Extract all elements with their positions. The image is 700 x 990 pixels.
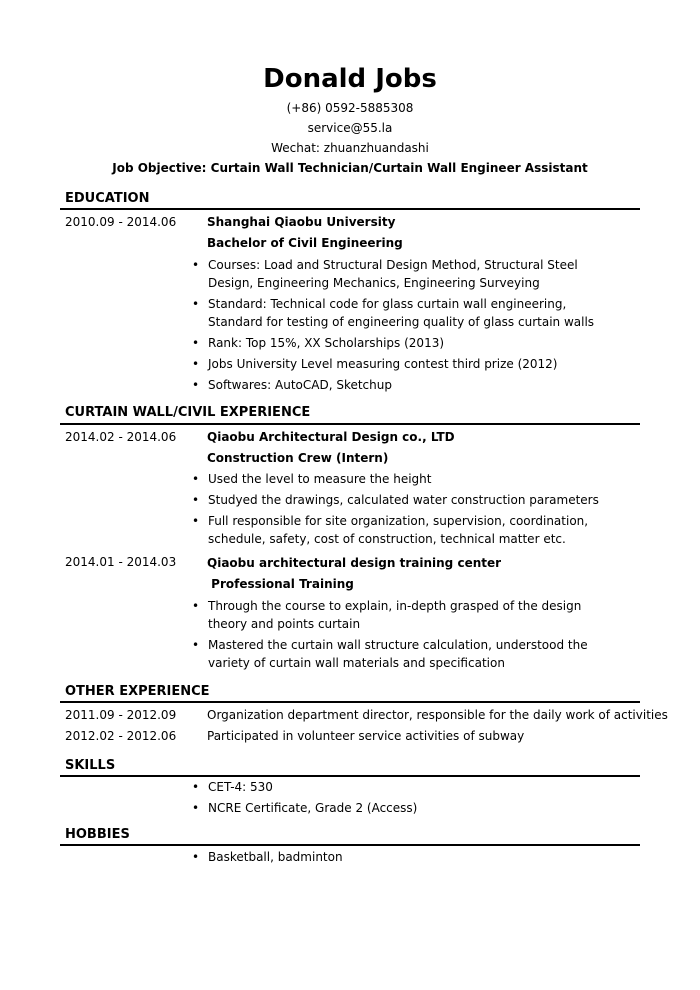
other-text: Organization department director, responsible for the daily work of activities (207, 708, 668, 722)
job-objective: Job Objective: Curtain Wall Technician/Curtain Wall Engineer Assistant (112, 161, 588, 175)
section-divider (60, 844, 640, 846)
other-date: 2012.02 - 2012.06 (65, 729, 177, 743)
education-bullets (190, 256, 620, 397)
education-date: 2010.09 - 2014.06 (65, 215, 177, 229)
list-item: • Mastered the curtain wall structure calculation, understood the variety of curtain wall materials and specification (190, 636, 620, 672)
section-title-skills: SKILLS (65, 758, 116, 773)
list-item: • Used the level to measure the height (190, 470, 620, 488)
skills-bullets (190, 778, 620, 820)
list-item: • Softwares: AutoCAD, Sketchup (190, 376, 620, 394)
candidate-name: Donald Jobs (263, 64, 437, 94)
list-item: • Standard: Technical code for glass curtain wall engineering, Standard for testing of engineering quality of glass curtain walls (190, 295, 620, 331)
email-address: service@55.la (307, 121, 393, 135)
list-item: • Through the course to explain, in-depth grasped of the design theory and points curtain (190, 597, 620, 633)
list-item: • CET-4: 530 (190, 778, 620, 796)
job-role: Construction Crew (Intern) (207, 451, 389, 465)
list-item: • Full responsible for site organization, supervision, coordination, schedule, safety, cost of construction, technical matter etc. (190, 512, 620, 548)
phone-number: (+86) 0592-5885308 (286, 101, 414, 115)
list-item: • Basketball, badminton (190, 848, 620, 866)
other-date: 2011.09 - 2012.09 (65, 708, 177, 722)
section-title-education: EDUCATION (65, 191, 150, 206)
list-item: • Jobs University Level measuring contest third prize (2012) (190, 355, 620, 373)
resume-header (0, 60, 700, 178)
list-item: • Studyed the drawings, calculated water construction parameters (190, 491, 620, 509)
section-divider (60, 775, 640, 777)
list-item: • Rank: Top 15%, XX Scholarships (2013) (190, 334, 620, 352)
section-title-other: OTHER EXPERIENCE (65, 684, 210, 699)
job-role: Professional Training (207, 577, 354, 591)
section-title-hobbies: HOBBIES (65, 827, 130, 842)
other-text: Participated in volunteer service activities of subway (207, 729, 525, 743)
job-date: 2014.02 - 2014.06 (65, 430, 177, 444)
section-divider (60, 423, 640, 425)
job-bullets (190, 597, 620, 675)
wechat-id: Wechat: zhuanzhuandashi (271, 141, 429, 155)
job-date: 2014.01 - 2014.03 (65, 555, 177, 569)
job-bullets (190, 470, 620, 551)
section-title-experience: CURTAIN WALL/CIVIL EXPERIENCE (65, 405, 311, 420)
section-divider (60, 701, 640, 703)
hobbies-bullets (190, 848, 620, 869)
company-name: Qiaobu Architectural Design co., LTD (207, 430, 455, 444)
list-item: • Courses: Load and Structural Design Method, Structural Steel Design, Engineering Mechanics, Engineering Surveying (190, 256, 620, 292)
section-divider (60, 208, 640, 210)
company-name: Qiaobu architectural design training center (207, 556, 502, 570)
school-name: Shanghai Qiaobu University (207, 215, 396, 229)
list-item: • NCRE Certificate, Grade 2 (Access) (190, 799, 620, 817)
degree-name: Bachelor of Civil Engineering (207, 236, 403, 250)
